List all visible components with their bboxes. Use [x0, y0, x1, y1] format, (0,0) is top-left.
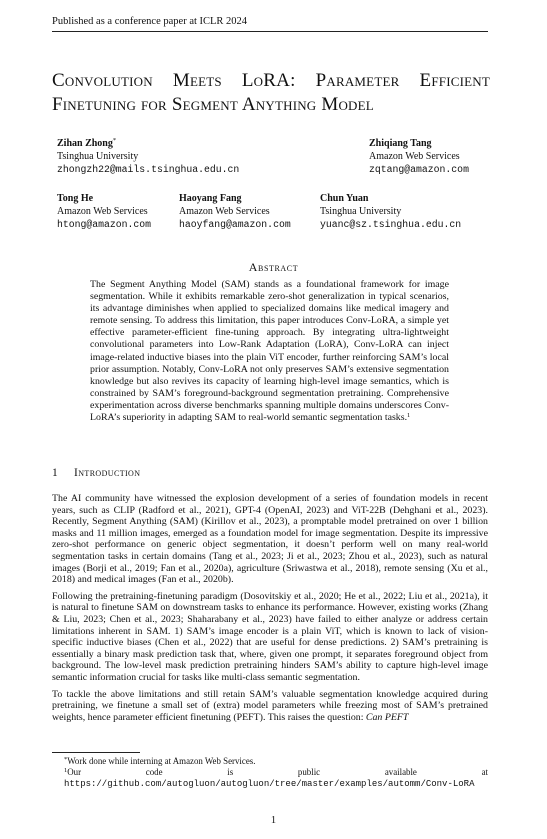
author-name: Chun Yuan: [320, 193, 369, 204]
author-affiliation: Amazon Web Services: [369, 151, 460, 162]
footnote-mark: 1: [64, 767, 68, 774]
author-block: [57, 192, 151, 231]
footnote: [52, 767, 488, 790]
author-affiliation: Amazon Web Services: [179, 206, 270, 217]
footnote-ref: 1: [407, 412, 411, 420]
abstract-heading: Abstract: [248, 260, 299, 274]
author-email: htong@amazon.com: [57, 219, 152, 230]
paragraph: [52, 689, 488, 724]
author-name: Haoyang Fang: [179, 193, 242, 204]
footnote-rule: [52, 752, 140, 753]
author-email: zhongzh22@mails.tsinghua.edu.cn: [57, 164, 240, 175]
author-email: zqtang@amazon.com: [369, 164, 469, 175]
paragraph: The AI community have witnessed the explosion development of a series of foundation models in recent years, such as CLIP (Radford et al., 2021), GPT-4 (OpenAI, 2023) and ViT-22B (Dehghani et al., 2023). Recently, Segment Anything (SAM) (Kirillov et al., 2023), a promptable model pretrained on over 1 billion masks and 11 million images, emerged as a foundation model for image segmentation. Despite its impressive zero-shot performance on generic object segmentation, it doesn’t perform well on many real-world segmentation tasks in certain domains (Tang et al., 2023; Ji et al., 2023; Zhou et al., 2023), such as natural images (Borji et al., 2019; Fan et al., 2020a), agriculture (Sriwastwa et al., 2018), remote sensing (Xu et al., 2018) and medical images (Fan et al., 2020b).: [52, 493, 488, 586]
paper-title: Convolution Meets LoRA: Parameter Efficient Finetuning for Segment Anything Model: [52, 70, 490, 115]
author-affiliation: Tsinghua University: [320, 206, 402, 217]
code-link[interactable]: https://github.com/autogluon/autogluon/tree/master/examples/automm/Conv-LoRA: [64, 779, 475, 789]
abstract-text: The Segment Anything Model (SAM) stands as a foundational framework for image segmentation. While it exhibits remarkable zero-shot generalization in typical scenarios, its advantage diminishes when applied to specialized domains like medical imagery and remote sensing. To address this limitation, this paper introduces Conv-LoRA, a simple yet effective parameter-efficient fine-tuning approach. By integrating ultra-lightweight convolutional parameters into Low-Rank Adaptation (LoRA), Conv-LoRA can inject image-related inductive biases into the plain ViT encoder, further reinforcing SAM’s local prior assumption. Notably, Conv-LoRA not only preserves SAM’s extensive segmentation knowledge but also revives its capacity of learning high-level image semantics, which is constrained by SAM’s foreground-background segmentation pretraining. Comprehensive experimentation across diverse benchmarks spanning multiple domains underscores Conv-LoRA’s superiority in adapting SAM to real-world semantic segmentation tasks.: [90, 279, 449, 424]
author-block: [57, 137, 239, 176]
abstract-body: [90, 279, 449, 424]
author-mark: *: [112, 137, 117, 144]
author-email: yuanc@sz.tsinghua.edu.cn: [320, 219, 462, 230]
author-block: [369, 137, 469, 176]
running-header: Published as a conference paper at ICLR 2024: [52, 15, 488, 32]
author-name: Zhiqiang Tang: [369, 138, 432, 149]
footnote: [52, 756, 488, 767]
page-number: 1: [270, 815, 277, 826]
author-block: [320, 192, 461, 231]
author-block: [179, 192, 291, 231]
author-affiliation: Amazon Web Services: [57, 206, 148, 217]
section-heading: [52, 467, 140, 479]
introduction-body: [52, 493, 488, 728]
author-name: Zihan Zhong: [57, 138, 113, 149]
paragraph: Following the pretraining-finetuning paradigm (Dosovitskiy et al., 2020; He et al., 2022; Liu et al., 2021a), it is natural to finetune SAM on downstream tasks to enhance its performance. However, existing works (Zhang & Liu, 2023; Chen et al., 2023; Shaharabany et al., 2023) have failed to either analyze or address certain limitations inherent in SAM. 1) SAM’s image encoder is a plain ViT, which is known to lack of vision-specific inductive biases (Chen et al., 2022) that are useful for dense predictions. 2) SAM’s pretraining is essentially a binary mask prediction task that, where, given one prompt, it separates foreground object from background. The low-level mask prediction pretraining hinders SAM’s ability to capture high-level image semantic information crucial for tasks like multi-class semantic segmentation.: [52, 590, 488, 683]
section-number: 1: [52, 467, 59, 479]
footnotes: [52, 752, 488, 790]
section-title: Introduction: [74, 467, 141, 479]
author-affiliation: Tsinghua University: [57, 151, 139, 162]
author-name: Tong He: [57, 193, 94, 204]
footnote-text: Work done while interning at Amazon Web Services.: [67, 756, 256, 766]
footnote-text: Our code is public available at: [67, 767, 488, 777]
footnote-mark: *: [64, 756, 68, 763]
paragraph-text: To tackle the above limitations and still retain SAM’s valuable segmentation knowledge acquired during pretraining, we finetune a small set of (extra) model parameters while freezing most of SAM’s pretrained weights, hence parameter efficient finetuning (PEFT). This raises the question:: [52, 688, 488, 723]
author-email: haoyfang@amazon.com: [179, 219, 291, 230]
italic-question: Can PEFT: [365, 711, 409, 723]
